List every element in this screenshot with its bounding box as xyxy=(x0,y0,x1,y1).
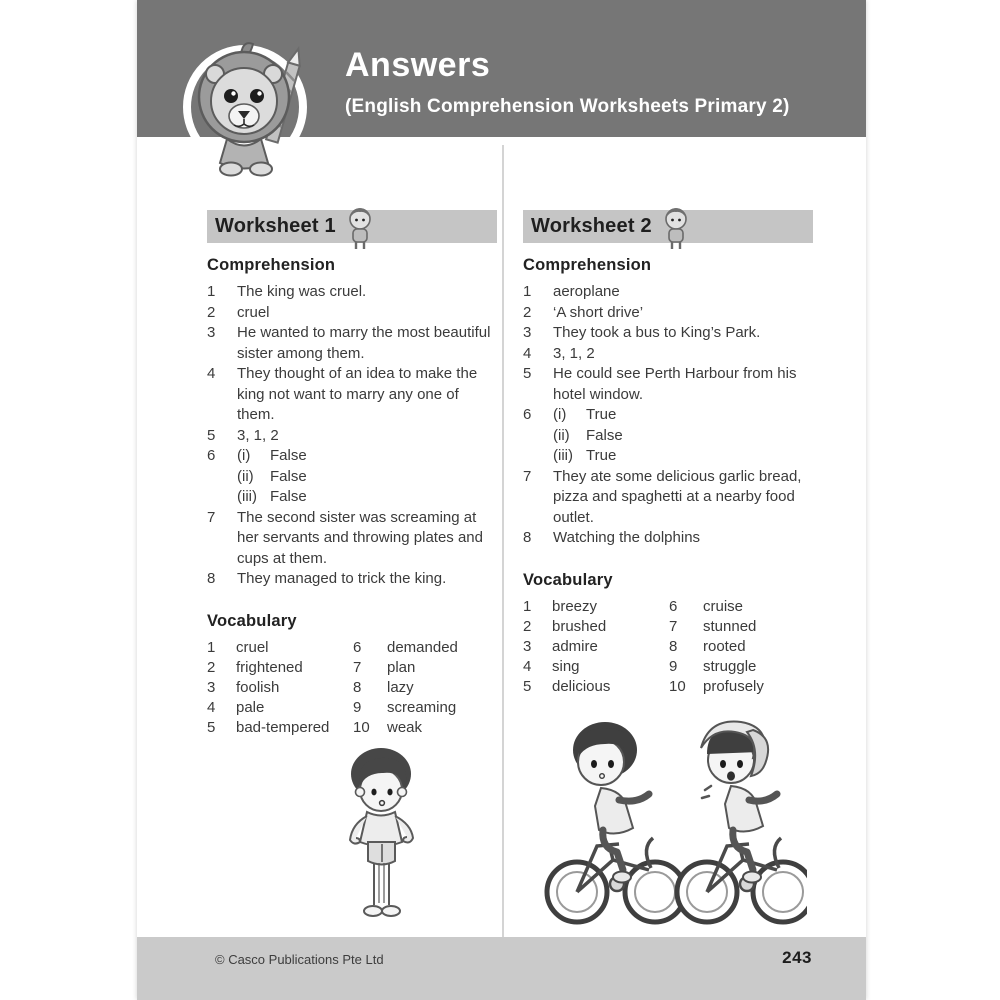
answer-item xyxy=(523,303,813,324)
page-number: 243 xyxy=(782,948,812,967)
subitem-label: (i) xyxy=(237,447,251,464)
vocab-number: 3 xyxy=(523,637,532,655)
answer-number: 5 xyxy=(207,426,216,444)
answer-subitem xyxy=(237,446,497,467)
subitem-label: (ii) xyxy=(553,426,570,444)
answer-text: He could see Perth Harbour from his hotel window. xyxy=(553,365,797,403)
vocab-word: frightened xyxy=(236,658,303,676)
answer-subitem xyxy=(553,446,813,467)
answer-subitem xyxy=(553,426,813,447)
answer-item xyxy=(207,446,497,508)
answer-text: They managed to trick the king. xyxy=(237,570,447,587)
child-icon xyxy=(662,206,690,252)
vocab-word: cruel xyxy=(236,638,269,656)
vocab-number: 9 xyxy=(353,698,362,716)
answer-item xyxy=(207,426,497,447)
answer-number: 3 xyxy=(523,324,532,341)
answer-text: cruel xyxy=(237,303,270,321)
answer-text: 3, 1, 2 xyxy=(237,426,279,444)
answer-text: ‘A short drive’ xyxy=(553,303,644,321)
vocabulary-answers-ws1 xyxy=(207,638,497,738)
subitem-text: False xyxy=(586,426,623,444)
answer-number: 1 xyxy=(523,283,532,300)
answer-item xyxy=(207,323,497,364)
vocabulary-answers-ws2 xyxy=(523,597,813,697)
vocab-number: 2 xyxy=(207,658,216,676)
vocab-number: 1 xyxy=(207,638,216,656)
comprehension-heading-ws2: Comprehension xyxy=(523,256,652,274)
answer-text: aeroplane xyxy=(553,283,620,300)
answer-item xyxy=(523,364,813,405)
vocab-word: lazy xyxy=(387,678,414,696)
worksheet-2-title: Worksheet 2 xyxy=(531,215,652,237)
vocabulary-heading-ws2: Vocabulary xyxy=(523,570,613,589)
subitem-text: True xyxy=(586,406,617,423)
answer-item xyxy=(523,282,813,303)
lion-with-pencil-icon xyxy=(181,32,317,182)
vocab-word: bad-tempered xyxy=(236,718,330,736)
page-footer xyxy=(137,937,866,1000)
vocab-number: 9 xyxy=(669,657,678,675)
vocab-word: foolish xyxy=(236,678,280,696)
answer-item xyxy=(523,467,813,529)
vocab-number: 7 xyxy=(353,658,362,676)
page-title: Answers xyxy=(345,46,491,84)
worksheet-1-header-bar xyxy=(207,210,497,243)
subitem-text: False xyxy=(270,488,307,505)
vocab-number: 10 xyxy=(353,718,370,736)
vocab-number: 4 xyxy=(207,698,216,716)
answer-number: 2 xyxy=(207,303,216,321)
answer-number: 1 xyxy=(207,283,216,300)
subitem-text: False xyxy=(270,467,307,485)
worksheet-2-column xyxy=(523,210,813,697)
answer-number: 3 xyxy=(207,324,216,341)
vocab-word: brushed xyxy=(552,617,607,635)
answer-number: 8 xyxy=(207,570,216,587)
answer-number: 4 xyxy=(523,344,532,362)
answer-number: 4 xyxy=(207,365,216,382)
vocab-word: cruise xyxy=(703,597,744,615)
page-subtitle: (English Comprehension Worksheets Primary 2) xyxy=(345,96,790,117)
vocab-number: 2 xyxy=(523,617,532,635)
vocab-word: delicious xyxy=(552,677,611,695)
answer-number: 2 xyxy=(523,303,532,321)
vocab-number: 6 xyxy=(669,597,678,615)
answer-number: 5 xyxy=(523,365,532,382)
book-page xyxy=(137,0,866,1000)
vocab-word: stunned xyxy=(703,617,757,635)
vocab-number: 7 xyxy=(669,617,678,635)
vocab-number: 4 xyxy=(523,657,532,675)
answer-item xyxy=(207,569,497,590)
subitem-label: (ii) xyxy=(237,467,254,485)
answer-subitem xyxy=(237,467,497,488)
vocab-word: pale xyxy=(236,698,265,716)
answer-text xyxy=(237,446,497,508)
vocab-number: 8 xyxy=(669,637,678,655)
subitem-label: (i) xyxy=(553,406,567,423)
answer-text: They ate some delicious garlic bread, pizza and spaghetti at a nearby food outlet. xyxy=(553,467,802,526)
vocab-word: profusely xyxy=(703,677,764,695)
subitem-text: True xyxy=(586,447,617,464)
answer-text: He wanted to marry the most beautiful sister among them. xyxy=(237,324,491,362)
answer-text: They thought of an idea to make the king not want to marry any one of them. xyxy=(237,365,478,423)
comprehension-heading-ws1: Comprehension xyxy=(207,256,336,274)
answer-item xyxy=(207,508,497,570)
vocab-word: rooted xyxy=(703,637,746,655)
vocab-number: 10 xyxy=(669,677,686,695)
comprehension-answers-ws1 xyxy=(207,282,497,590)
vocab-number: 8 xyxy=(353,678,362,696)
answer-item xyxy=(207,364,497,426)
vocab-word: demanded xyxy=(387,638,458,656)
subitem-label: (iii) xyxy=(553,447,573,464)
vocab-word: weak xyxy=(387,718,423,736)
worksheet-2-header-bar xyxy=(523,210,813,243)
standing-boy-illustration xyxy=(333,742,431,934)
answer-item xyxy=(207,303,497,324)
subitem-label: (iii) xyxy=(237,488,257,505)
answer-subitem xyxy=(553,405,813,426)
vocab-word: plan xyxy=(387,658,416,676)
answer-item xyxy=(523,405,813,467)
vocabulary-heading-ws1: Vocabulary xyxy=(207,611,297,630)
answer-item xyxy=(523,528,813,549)
answer-text: Watching the dolphins xyxy=(553,529,701,546)
answer-item xyxy=(523,344,813,365)
two-boys-cycling-illustration xyxy=(539,692,807,936)
vocab-number: 6 xyxy=(353,638,362,656)
answer-text: The second sister was screaming at her servants and throwing plates and cups at them. xyxy=(237,508,483,567)
comprehension-answers-ws2 xyxy=(523,282,813,549)
child-icon xyxy=(346,206,374,252)
answer-number: 6 xyxy=(207,447,216,464)
answer-number: 7 xyxy=(207,508,216,526)
vocab-word: struggle xyxy=(703,657,757,675)
vocab-number: 5 xyxy=(207,718,216,736)
vocab-number: 5 xyxy=(523,677,532,695)
worksheet-1-column xyxy=(207,210,497,738)
copyright-text: © Casco Publications Pte Ltd xyxy=(215,952,384,967)
vocab-word: breezy xyxy=(552,597,598,615)
answer-number: 8 xyxy=(523,529,532,546)
vocab-word: admire xyxy=(552,637,598,655)
vocab-word: screaming xyxy=(387,698,457,716)
subitem-text: False xyxy=(270,447,307,464)
answer-text xyxy=(553,405,813,467)
answer-text: 3, 1, 2 xyxy=(553,344,595,362)
answer-text: The king was cruel. xyxy=(237,283,367,300)
answer-number: 7 xyxy=(523,467,532,485)
vocab-word: sing xyxy=(552,657,580,675)
answer-text: They took a bus to King’s Park. xyxy=(553,324,761,341)
vocab-number: 1 xyxy=(523,597,532,615)
worksheet-1-title: Worksheet 1 xyxy=(215,215,336,237)
answer-item xyxy=(523,323,813,344)
answer-number: 6 xyxy=(523,406,532,423)
answer-item xyxy=(207,282,497,303)
column-divider xyxy=(502,145,504,942)
vocab-number: 3 xyxy=(207,678,216,696)
answer-subitem xyxy=(237,487,497,508)
